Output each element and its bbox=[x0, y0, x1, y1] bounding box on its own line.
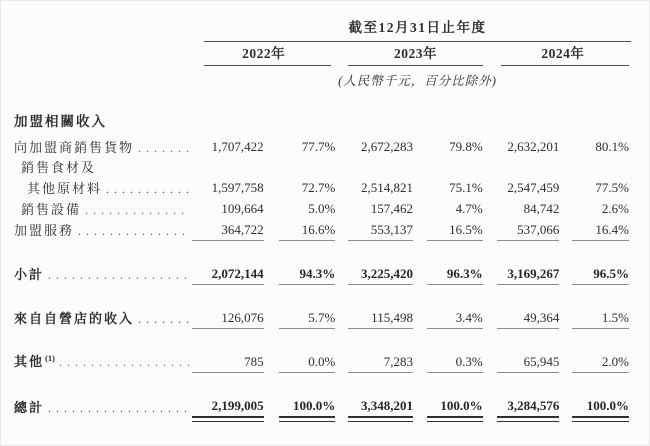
cell-amount: 3,169,267 bbox=[497, 264, 560, 285]
year-label: 2022年 bbox=[242, 46, 286, 61]
table-row bbox=[14, 352, 629, 373]
row-label-text: 銷售食材及 bbox=[21, 160, 97, 175]
row-label bbox=[14, 352, 192, 373]
row-label-text: 加盟相關收入 bbox=[14, 114, 107, 129]
year-rule bbox=[501, 65, 629, 66]
dot-leader bbox=[138, 138, 190, 158]
cell-amount: 2,672,283 bbox=[360, 139, 413, 154]
row-label-text: 其他原材料 bbox=[27, 181, 103, 196]
cell-percent: 96.3% bbox=[427, 264, 483, 285]
cell-percent: 2.6% bbox=[601, 201, 629, 216]
cell-percent: 80.1% bbox=[595, 139, 629, 154]
cell-amount: 115,498 bbox=[348, 308, 413, 329]
unit-note: (人民幣千元，百分比除外) bbox=[338, 74, 497, 88]
row-label bbox=[14, 138, 192, 158]
row-label bbox=[14, 265, 192, 285]
row-label-text: 來自自營店的收入 bbox=[14, 311, 135, 326]
row-label-text: 總計 bbox=[14, 400, 45, 415]
year-header-row bbox=[14, 46, 629, 66]
cell-percent: 5.7% bbox=[279, 308, 336, 329]
table-row bbox=[14, 264, 629, 285]
table-row bbox=[14, 396, 629, 418]
dot-leader bbox=[48, 265, 190, 285]
cell-percent: 4.7% bbox=[455, 201, 483, 216]
row-label bbox=[14, 113, 192, 130]
cell-percent: 100.0% bbox=[572, 396, 629, 418]
year-rule bbox=[348, 65, 482, 66]
cell-percent: 0.3% bbox=[427, 352, 483, 373]
cell-amount: 49,364 bbox=[497, 308, 560, 329]
table-body bbox=[14, 113, 629, 418]
cell-percent: 1.5% bbox=[572, 308, 629, 329]
year-column-2024 bbox=[497, 46, 629, 66]
cell-amount: 2,632,201 bbox=[507, 139, 560, 154]
cell-percent: 75.1% bbox=[449, 180, 483, 195]
dot-leader bbox=[78, 221, 190, 241]
cell-amount: 1,707,422 bbox=[211, 139, 264, 154]
cell-percent: 16.4% bbox=[572, 220, 629, 241]
year-column-2022 bbox=[192, 46, 335, 66]
row-label-text: 加盟服務 bbox=[14, 223, 75, 238]
row-label-text: 其他 bbox=[14, 354, 45, 369]
cell-amount: 65,945 bbox=[497, 352, 560, 373]
dot-leader bbox=[138, 309, 190, 329]
year-column-2023 bbox=[348, 46, 482, 66]
cell-amount: 84,742 bbox=[523, 201, 560, 216]
cell-amount: 537,066 bbox=[497, 220, 560, 241]
table-row bbox=[14, 178, 629, 199]
cell-percent: 100.0% bbox=[279, 396, 336, 418]
row-label bbox=[14, 179, 192, 199]
cell-amount: 3,225,420 bbox=[348, 264, 413, 285]
dot-leader bbox=[48, 398, 190, 418]
cell-amount: 553,137 bbox=[348, 220, 413, 241]
cell-amount: 2,072,144 bbox=[192, 264, 264, 285]
row-label-text: 銷售設備 bbox=[21, 202, 82, 217]
table-row bbox=[14, 199, 629, 220]
cell-percent: 0.0% bbox=[279, 352, 336, 373]
table-row bbox=[14, 137, 629, 158]
dot-leader bbox=[106, 179, 190, 199]
cell-amount: 157,462 bbox=[370, 201, 413, 216]
row-label bbox=[14, 398, 192, 418]
dot-leader bbox=[85, 200, 190, 220]
cell-amount: 785 bbox=[192, 352, 264, 373]
row-label bbox=[14, 200, 192, 220]
row-label bbox=[14, 158, 192, 178]
cell-percent: 2.0% bbox=[572, 352, 629, 373]
cell-amount: 126,076 bbox=[192, 308, 264, 329]
table-row bbox=[14, 158, 629, 178]
cell-percent: 100.0% bbox=[427, 396, 483, 418]
table-row bbox=[14, 308, 629, 329]
year-label: 2023年 bbox=[393, 46, 437, 61]
cell-amount: 3,348,201 bbox=[348, 396, 413, 418]
cell-percent: 79.8% bbox=[449, 139, 483, 154]
year-label: 2024年 bbox=[541, 46, 585, 61]
cell-percent: 77.5% bbox=[595, 180, 629, 195]
dot-leader bbox=[59, 352, 190, 372]
cell-amount: 2,199,005 bbox=[192, 396, 264, 418]
year-rule bbox=[204, 65, 331, 66]
cell-percent: 3.4% bbox=[427, 308, 483, 329]
period-header: 截至12月31日止年度 bbox=[348, 20, 487, 35]
cell-amount: 3,284,576 bbox=[497, 396, 560, 418]
cell-amount: 2,547,459 bbox=[507, 180, 560, 195]
cell-amount: 364,722 bbox=[192, 220, 264, 241]
row-label-text: 向加盟商銷售貨物 bbox=[14, 140, 135, 155]
row-label bbox=[14, 221, 192, 241]
cell-percent: 16.6% bbox=[279, 220, 336, 241]
footnote-ref: (1) bbox=[45, 353, 55, 363]
cell-percent: 72.7% bbox=[301, 180, 336, 195]
cell-amount: 2,514,821 bbox=[360, 180, 413, 195]
cell-percent: 96.5% bbox=[572, 264, 629, 285]
section-header-row bbox=[14, 113, 629, 130]
row-label-text: 小計 bbox=[14, 267, 45, 282]
table-row bbox=[14, 220, 629, 241]
cell-percent: 77.7% bbox=[301, 139, 336, 154]
row-label bbox=[14, 309, 192, 329]
cell-amount: 7,283 bbox=[348, 352, 413, 373]
period-header-rule bbox=[204, 41, 631, 42]
cell-percent: 16.5% bbox=[427, 220, 483, 241]
cell-percent: 94.3% bbox=[279, 264, 336, 285]
cell-amount: 1,597,758 bbox=[211, 180, 264, 195]
cell-percent: 5.0% bbox=[308, 201, 336, 216]
cell-amount: 109,664 bbox=[221, 201, 264, 216]
